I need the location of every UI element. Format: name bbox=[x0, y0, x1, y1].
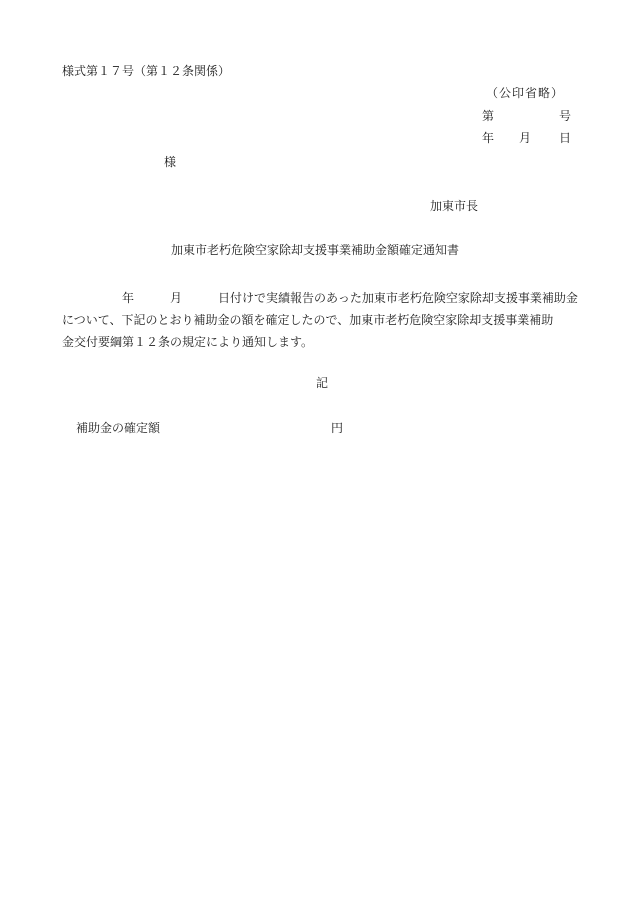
seal-omitted-note: （公印省略） bbox=[486, 86, 565, 100]
form-number: 様式第１７号（第１２条関係） bbox=[62, 64, 231, 78]
subsidy-amount-unit: 円 bbox=[331, 421, 344, 435]
document-title: 加東市老朽危険空家除却支援事業補助金額確定通知書 bbox=[171, 243, 460, 257]
body-line: 金交付要綱第１２条の規定により通知します。 bbox=[62, 335, 314, 349]
body-line: について、下記のとおり補助金の額を確定したので、加東市老朽危険空家除却支援事業補助 bbox=[62, 313, 554, 327]
date-day-label: 日 bbox=[559, 131, 572, 145]
date-year-label: 年 bbox=[482, 131, 495, 145]
date-month-label: 月 bbox=[519, 131, 532, 145]
body-paragraph bbox=[62, 287, 587, 353]
recipient-honorific: 様 bbox=[164, 155, 177, 169]
subsidy-amount-label: 補助金の確定額 bbox=[76, 421, 161, 435]
sender-name: 加東市長 bbox=[430, 199, 479, 213]
document-number-prefix: 第 bbox=[482, 109, 495, 123]
ki-heading: 記 bbox=[316, 376, 329, 390]
body-line: 年 月 日付けで実績報告のあった加東市老朽危険空家除却支援事業補助金 bbox=[62, 291, 578, 305]
document-number-suffix: 号 bbox=[559, 109, 572, 123]
